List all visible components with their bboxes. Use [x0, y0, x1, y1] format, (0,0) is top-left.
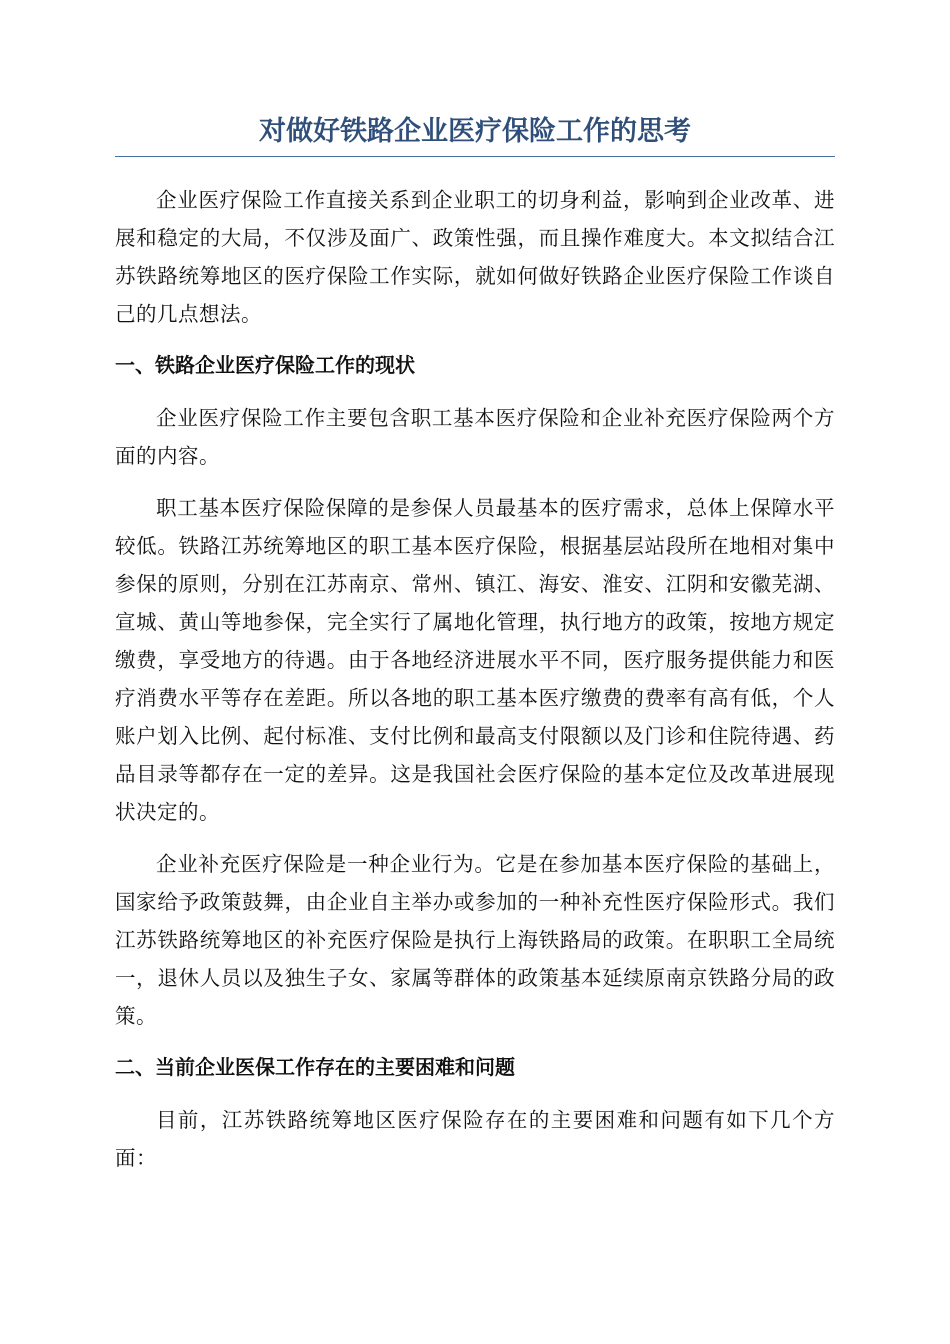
section-1-heading: 一、铁路企业医疗保险工作的现状 [115, 353, 415, 377]
intro-paragraph: 企业医疗保险工作直接关系到企业职工的切身利益，影响到企业改革、进展和稳定的大局，不仅涉及面广、政策性强，而且操作难度大。本文拟结合江苏铁路统筹地区的医疗保险工作实际，就如何做好铁路企业医疗保险工作谈自己的几点想法。 [115, 188, 835, 326]
section-1-paragraph-2: 职工基本医疗保险保障的是参保人员最基本的医疗需求，总体上保障水平较低。铁路江苏统筹地区的职工基本医疗保险，根据基层站段所在地相对集中参保的原则，分别在江苏南京、常州、镇江、海安、淮安、江阴和安徽芜湖、宣城、黄山等地参保，完全实行了属地化管理，执行地方的政策，按地方规定缴费，享受地方的待遇。由于各地经济进展水平不同，医疗服务提供能力和医疗消费水平等存在差距。所以各地的职工基本医疗缴费的费率有高有低，个人账户划入比例、起付标准、支付比例和最高支付限额以及门诊和住院待遇、药品目录等都存在一定的差异。这是我国社会医疗保险的基本定位及改革进展现状决定的。 [115, 496, 835, 824]
section-2-paragraph-1: 目前，江苏铁路统筹地区医疗保险存在的主要困难和问题有如下几个方面： [115, 1108, 835, 1170]
section-1-paragraph-3: 企业补充医疗保险是一种企业行为。它是在参加基本医疗保险的基础上，国家给予政策鼓舞，由企业自主举办或参加的一种补充性医疗保险形式。我们江苏铁路统筹地区的补充医疗保险是执行上海铁路局的政策。在职职工全局统一，退休人员以及独生子女、家属等群体的政策基本延续原南京铁路分局的政策。 [115, 852, 835, 1028]
section-1-paragraph-1: 企业医疗保险工作主要包含职工基本医疗保险和企业补充医疗保险两个方面的内容。 [115, 406, 835, 468]
section-2-heading: 二、当前企业医保工作存在的主要困难和问题 [115, 1055, 515, 1079]
document-page [115, 112, 835, 1191]
document-title: 对做好铁路企业医疗保险工作的思考 [115, 112, 835, 157]
